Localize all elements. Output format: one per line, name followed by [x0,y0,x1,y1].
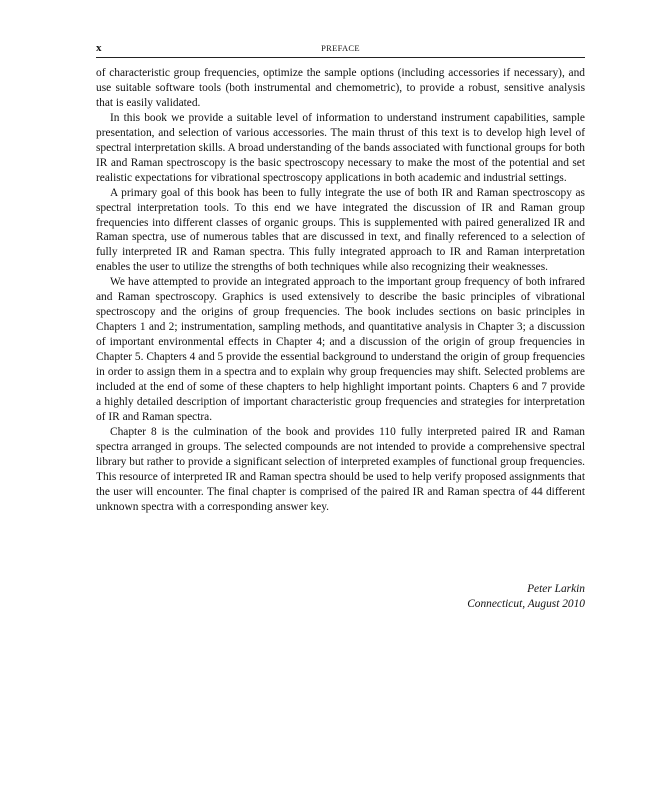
paragraph-3: A primary goal of this book has been to fully integrate the use of both IR and Raman spectroscopy as spectral interpretation tools. To this end we have integrated the discussion of IR and Raman group frequencies into different classes of organic groups. This is supplemented with paired generalized IR and Raman spectra, use of numerous tables that are discussed in text, and finally referenced to a selection of fully interpreted IR and Raman spectra. This fully integrated approach to IR and Raman interpretation enables the user to utilize the strengths of both techniques while also recognizing their weaknesses. [96,186,585,274]
place-date: Connecticut, August 2010 [467,598,585,610]
page-number: x [96,42,102,54]
paragraph-2: In this book we provide a suitable level of information to understand instrument capabilities, sample presentation, and selection of various accessories. The main thrust of this text is to develop high level of spectral interpretation skills. A broad understanding of the bands associated with functional groups for both IR and Raman spectroscopy is the basic spectroscopy necessary to make the most of the potential and set realistic expectations for vibrational spectroscopy applications in both academic and industrial settings. [96,111,585,184]
page-header [96,37,585,58]
paragraph-5: Chapter 8 is the culmination of the book and provides 110 fully interpreted paired IR and Raman spectra arranged in groups. The selected compounds are not intended to provide a comprehensive spectral library but rather to provide a significant selection of interpreted examples of functional group frequencies. This resource of interpreted IR and Raman spectra should be used to help verify proposed assignments that the user will encounter. The final chapter is comprised of the paired IR and Raman spectra of 44 different unknown spectra with a corresponding answer key. [96,425,585,513]
preface-body [96,66,585,515]
author-name: Peter Larkin [527,583,585,595]
paragraph-1: of characteristic group frequencies, optimize the sample options (including accessories if necessary), and use suitable software tools (both instrumental and chemometric), to provide a robust, sensitive analysis that is easily validated. [96,67,585,109]
running-head: PREFACE [321,43,360,53]
signature-block [96,582,585,612]
paragraph-4: We have attempted to provide an integrated approach to the important group frequency of both infrared and Raman spectroscopy. Graphics is used extensively to describe the basic principles of vibrational spectroscopy and the origins of group frequencies. The book includes sections on basic principles in Chapters 1 and 2; instrumentation, sampling methods, and quantitative analysis in Chapter 3; a discussion of important environmental effects in Chapter 4; and a discussion of the origin of group frequencies in Chapter 5. Chapters 4 and 5 provide the essential background to understand the origin of group frequencies in order to assign them in a spectra and to explain why group frequencies may shift. Selected problems are included at the end of some of these chapters to help highlight important points. Chapters 6 and 7 provide a highly detailed description of important characteristic group frequencies and strategies for interpretation of IR and Raman spectra. [96,276,585,423]
